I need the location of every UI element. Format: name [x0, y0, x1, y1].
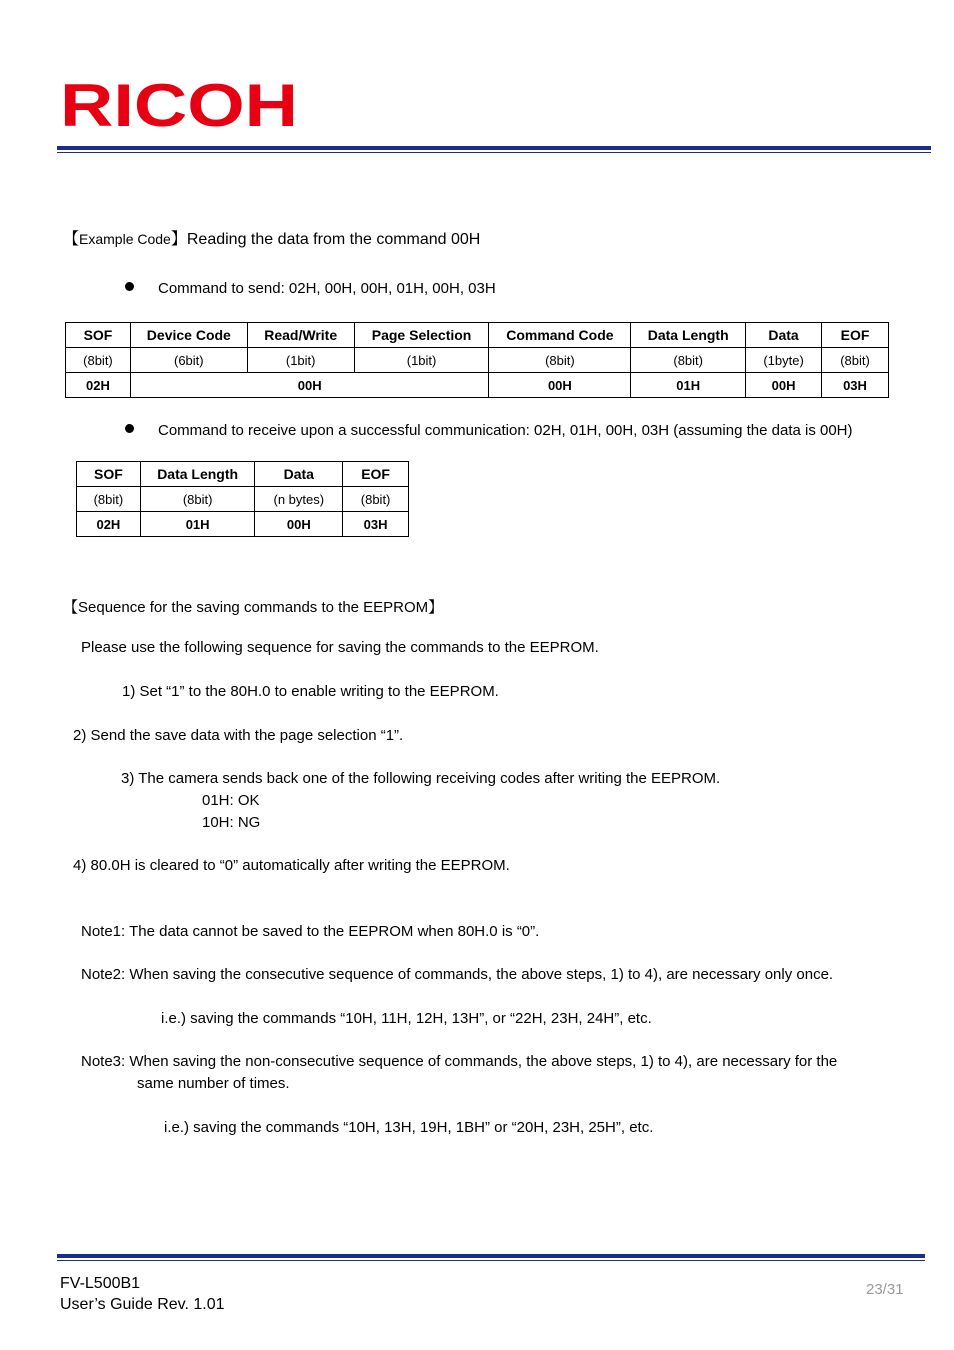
- table-cell: (8bit): [822, 348, 889, 373]
- table-header-cell: Read/Write: [247, 323, 354, 348]
- table-cell: (8bit): [77, 487, 141, 512]
- table-cell: 00H: [746, 373, 822, 398]
- send-command-table: [65, 322, 889, 398]
- bullet-icon: [125, 282, 134, 291]
- table-header-cell: EOF: [343, 462, 409, 487]
- table-cell: (8bit): [66, 348, 131, 373]
- table-header-cell: Command Code: [489, 323, 631, 348]
- table-header-cell: Device Code: [130, 323, 247, 348]
- footer-rule: [57, 1254, 925, 1258]
- table-header-cell: Data Length: [631, 323, 746, 348]
- table-header-cell: Page Selection: [354, 323, 489, 348]
- table-row: [66, 373, 889, 398]
- svg-text:RICOH: RICOH: [60, 74, 298, 130]
- receive-code-ng: 10H: NG: [202, 814, 261, 831]
- sequence-step-4: 4) 80.0H is cleared to “0” automatically after writing the EEPROM.: [73, 857, 510, 874]
- sequence-step-1: 1) Set “1” to the 80H.0 to enable writing to the EEPROM.: [122, 683, 499, 700]
- page-number: 23/31: [866, 1281, 904, 1298]
- table-header-cell: EOF: [822, 323, 889, 348]
- footer-doc-revision: User’s Guide Rev. 1.01: [60, 1296, 225, 1313]
- table-cell: (1bit): [354, 348, 489, 373]
- table-cell: (8bit): [140, 487, 255, 512]
- note-1: Note1: The data cannot be saved to the EEPROM when 80H.0 is “0”.: [81, 923, 540, 940]
- table-cell: 03H: [343, 512, 409, 537]
- table-header-cell: Data: [255, 462, 343, 487]
- table-header-row: [77, 462, 409, 487]
- note-3-example: i.e.) saving the commands “10H, 13H, 19H, 1BH” or “20H, 23H, 25H”, etc.: [164, 1119, 654, 1136]
- sequence-step-2: 2) Send the save data with the page selection “1”.: [73, 727, 404, 744]
- note-2: Note2: When saving the consecutive sequence of commands, the above steps, 1) to 4), are necessary only once.: [81, 966, 834, 983]
- receive-bullet: Command to receive upon a successful communication: 02H, 01H, 00H, 03H (assuming the data is 00H): [125, 422, 853, 439]
- table-cell: (6bit): [130, 348, 247, 373]
- footer-model: FV-L500B1: [60, 1275, 141, 1292]
- table-cell: 02H: [77, 512, 141, 537]
- table-cell: (1byte): [746, 348, 822, 373]
- send-bullet: Command to send: 02H, 00H, 00H, 01H, 00H, 03H: [125, 280, 496, 297]
- header-rule-thin: [57, 152, 931, 153]
- table-cell: (8bit): [343, 487, 409, 512]
- table-row: [77, 487, 409, 512]
- table-row: [77, 512, 409, 537]
- receive-code-ok: 01H: OK: [202, 792, 260, 809]
- table-cell: 00H: [130, 373, 489, 398]
- table-header-cell: Data Length: [140, 462, 255, 487]
- table-cell: (8bit): [631, 348, 746, 373]
- bullet-icon: [125, 424, 134, 433]
- example-heading: 【Example Code】Reading the data from the command 00H: [63, 231, 481, 248]
- table-header-cell: Data: [746, 323, 822, 348]
- table-header-row: [66, 323, 889, 348]
- table-cell: 02H: [66, 373, 131, 398]
- note-3-line-1: Note3: When saving the non-consecutive sequence of commands, the above steps, 1) to 4), are necessary for the: [81, 1053, 838, 1070]
- table-cell: (1bit): [247, 348, 354, 373]
- note-2-example: i.e.) saving the commands “10H, 11H, 12H, 13H”, or “22H, 23H, 24H”, etc.: [161, 1010, 652, 1027]
- table-cell: 00H: [255, 512, 343, 537]
- ricoh-logo: [60, 74, 300, 134]
- table-cell: 03H: [822, 373, 889, 398]
- ricoh-logo-icon: [60, 74, 300, 130]
- table-row: [66, 348, 889, 373]
- sequence-heading: 【Sequence for the saving commands to the EEPROM】: [63, 599, 444, 616]
- table-header-cell: SOF: [66, 323, 131, 348]
- table-cell: (8bit): [489, 348, 631, 373]
- note-3-line-2: same number of times.: [137, 1075, 290, 1092]
- footer-rule-thin: [57, 1260, 925, 1261]
- receive-command-table: [76, 461, 409, 537]
- sequence-intro: Please use the following sequence for saving the commands to the EEPROM.: [81, 639, 599, 656]
- header-rule: [57, 146, 931, 150]
- sequence-step-3: 3) The camera sends back one of the following receiving codes after writing the EEPROM.: [121, 770, 721, 787]
- table-cell: (n bytes): [255, 487, 343, 512]
- table-cell: 00H: [489, 373, 631, 398]
- table-cell: 01H: [631, 373, 746, 398]
- table-header-cell: SOF: [77, 462, 141, 487]
- table-cell: 01H: [140, 512, 255, 537]
